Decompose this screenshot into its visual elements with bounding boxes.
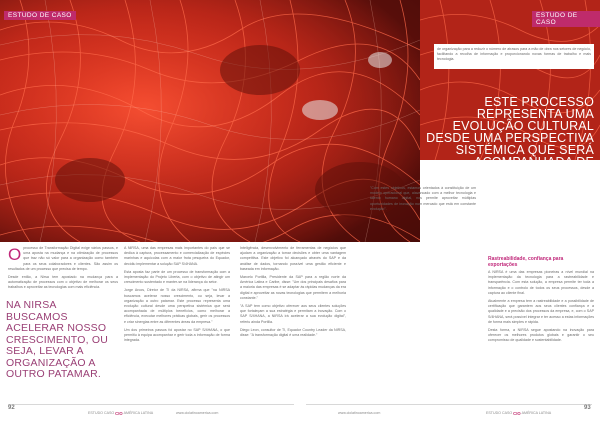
footer-left-url[interactable]: www.ciolatinoamerica.com	[176, 411, 219, 415]
col2-p3: Jorge Arcos, Diretor de TI da NIRSA, afirma que "na NIRSA buscamos acelerar nosso crescimento, ou seja, levar a organização a outro patamar. Este processo representa uma evolução cultural desde uma perspetiva sistémica que será acompanhada de múltiplos benefícios, como melhorar a eficiência, executar melhores práticas globais, gerir os processos e criar sinergias entre as diferentes áreas da empresa."	[124, 288, 230, 324]
col3-p1: Inteligência, desenvolvimento de ferramentas de negócios que ajudam a organização a tomar decisões e obter uma vantagem competitiva. Este objetivo foi alcançado através do SAP e da análise de dados, tornando possível uma gestão eficiente e baseada em informação.	[240, 246, 346, 271]
column-5	[488, 270, 594, 347]
col3-p3: "A SAP tem como objetivo oferecer aos seus clientes soluções que fortaleçam a sua estratégia e permitam a inovação. Com o SAP S/4HANA, a NIRSA irá acelerar a sua evolução digital", referiu ainda Portilla.	[240, 304, 346, 324]
cio-logo-left: CIO	[115, 410, 123, 416]
footer-right-text-a: ESTUDO CASO	[486, 411, 513, 415]
column-4	[370, 186, 476, 215]
col5-p3: Desta forma, a NIRSA segue apostando na inovação para oferecer os melhores produtos globais e garantir o seu compromisso de qualidade e sustentabilidade.	[488, 328, 594, 343]
col4-p1: de organização para a reduzir o número de atrasos para a mão de obra nos setores de negócio, facilitando a recolha de informação e proporcionando novas formas de trabalho e mais tecnologia.	[437, 47, 591, 62]
footer-right-text-b: AMÉRICA LATINA	[521, 411, 552, 415]
column-3	[240, 246, 346, 341]
lower-pull-quote: NA NIRSA BUSCAMOS ACELERAR NOSSO CRESCIMENTO, OU SEJA, LEVAR A ORGANIZAÇÃO A OUTRO PATAMAR.	[6, 299, 108, 380]
footer-rule-right	[306, 404, 592, 405]
footer-left-brand	[88, 408, 153, 418]
page-number-left: 92	[8, 405, 15, 411]
col4-p2: "Com estes objetivos, estamos orientados à constituição de um modelo operacional que, alavancado com a melhor tecnologia e talento humano digital, nos permite aproveitar múltiplas oportunidades de inovação num mercado que está em constante evolução".	[370, 186, 476, 211]
col2-p4: Um dos primeiros passos foi apostar no SAP S/4HANA, o que permitiu à equipa acompanhar e gerir toda a informação de forma integrada.	[124, 327, 230, 343]
col2-p2: Esta aposta faz parte de um processo de transformação com a implementação do Projeto Liberta, com o objetivo de atingir um crescimento sustentado e manter-se na liderança do setor.	[124, 269, 230, 285]
footer-left-text-a: ESTUDO CASO	[88, 411, 115, 415]
column-1	[8, 246, 118, 294]
subhead-traceability: Rastreabilidade, confiança para exportações	[488, 256, 564, 268]
col3-p4: Diego Leon, consultor de TI, Equador Country Leader da NIRSA, disse: "A transformação digital é uma realidade."	[240, 327, 346, 338]
footer-left-text-b: AMÉRICA LATINA	[123, 411, 154, 415]
col3-p2: Marcelo Portilla, Presidente da SAP para a região norte da América Latina e Caribe, disse: "Um dos principais desafios para a maioria das empresas é se adaptar às rápidas mudanças da era digital e aproveitar as novas tecnologias que permitem a melhoria constante."	[240, 275, 346, 300]
col5-p2: Atualmente a empresa tem a rastreabilidade e a possibilidade de certificação que garantem aos seus clientes confiança e a qualidade e a precisão dos processos da empresa, e, com o SAP S/4HANA, será possível integrar e ter acesso a estas informações de forma mais simples e rápida.	[488, 299, 594, 324]
section-label-right: ESTUDO DE CASO	[532, 11, 600, 27]
col2-p1: A NIRSA, uma das empresas mais importantes do país que se dedica à captura, processamento e comercialização de espécies marinhas e aquícolas com a maior frota pesqueira do Equador, decidiu implementar a solução SAP S/4HANA.	[124, 246, 230, 266]
drop-cap: O	[8, 245, 22, 264]
fishing-net-photo	[0, 0, 420, 242]
net-illustration	[0, 0, 420, 242]
top-right-textbox	[434, 44, 594, 69]
pull-quote: ESTE PROCESSO REPRESENTA UMA EVOLUÇÃO CULTURAL DESDE UMA PERSPECTIVA SISTÉMICA QUE SERÁ ACOMPANHADA DE MÚLTIPLOS BENEFÍCIOS.	[426, 95, 594, 181]
col1-p2: Desde então, a Nirsa tem apostado na mudança para a automatização de processos com o objetivo de melhorar os seus trabalhos e aproveitar as tecnologias com mais eficiência.	[8, 275, 118, 290]
col5-p1: A NIRSA é uma das empresas pioneiras a nível mundial na implementação da tecnologia para a rastreabilidade e transparência. Com esta solução, a empresa permite ter toda a informação e o controlo de todos os seus processos, desde a captura ao cliente final.	[488, 270, 594, 295]
footer-right-url[interactable]: www.ciolatinoamerica.com	[338, 411, 381, 415]
footer-rule-left	[8, 404, 294, 405]
section-label-left: ESTUDO DE CASO	[4, 11, 76, 20]
cio-logo-right: CIO	[513, 410, 521, 416]
footer-right-brand	[486, 408, 551, 418]
page-number-right: 93	[584, 405, 591, 411]
column-2	[124, 246, 230, 346]
col1-p1: processo de Transformação Digital exige vários passos, e uma aposta na mudança e na otimização de processos que traz não só valor para a organização como também para os seus colaboradores e clientes. São assim os resultados de um processo que precisa de tempo.	[8, 246, 118, 271]
